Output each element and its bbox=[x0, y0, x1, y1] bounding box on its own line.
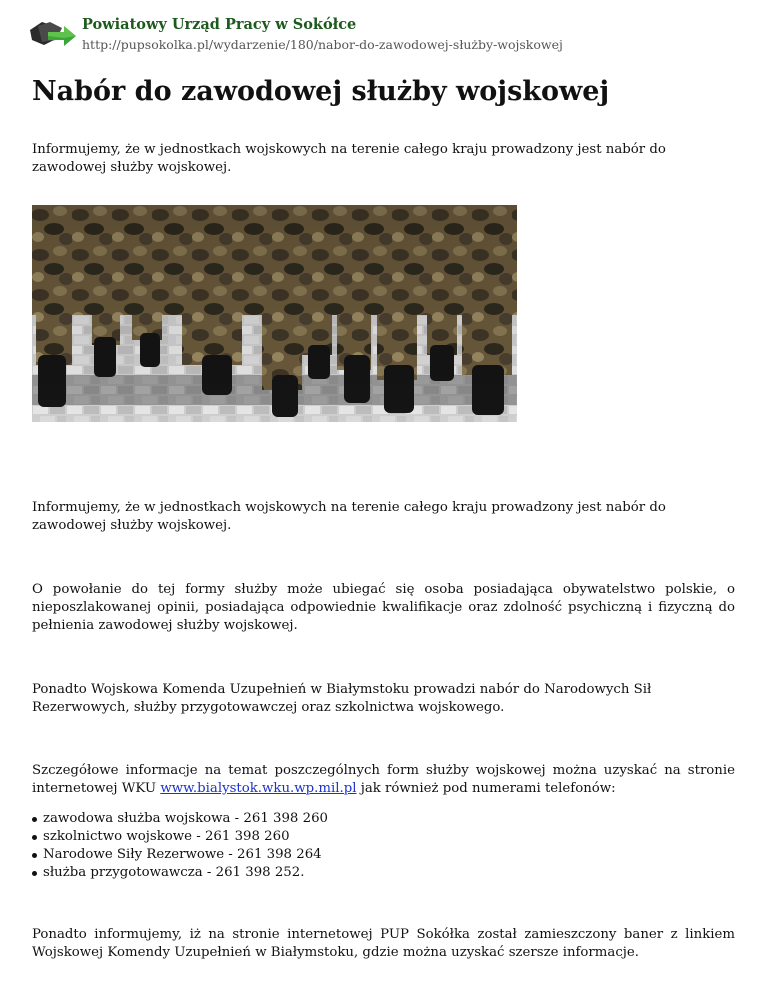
page-title: Nabór do zawodowej służby wojskowej bbox=[32, 76, 610, 107]
contact-text-before: Szczegółowe informacje na temat poszczególnych form służby wojskowej można uzyskać na stronie internetowej WKU bbox=[32, 763, 735, 796]
phone-item-text: służba przygotowawcza - 261 398 252. bbox=[43, 865, 305, 880]
wku-website-link[interactable]: www.bialystok.wku.wp.mil.pl bbox=[160, 781, 357, 796]
soldiers-marching-photo bbox=[32, 205, 517, 422]
phone-item-text: szkolnictwo wojskowe - 261 398 260 bbox=[43, 829, 290, 844]
phone-item-text: Narodowe Siły Rezerwowe - 261 398 264 bbox=[43, 847, 322, 862]
bullet-icon bbox=[32, 835, 37, 840]
bullet-icon bbox=[32, 853, 37, 858]
bullet-icon bbox=[32, 871, 37, 876]
page-url[interactable]: http://pupsokolka.pl/wydarzenie/180/nabor-do-zawodowej-służby-wojskowej bbox=[82, 37, 563, 52]
paragraph-wku: Ponadto Wojskowa Komenda Uzupełnień w Białymstoku prowadzi nabór do Narodowych Sił Rezerwowych, służby przygotowawczej oraz szkolnictwa wojskowego. bbox=[32, 682, 652, 715]
paragraph-requirements: O powołanie do tej formy służby może ubiegać się osoba posiadająca obywatelstwo polskie, o nieposzlakowanej opinii, posiadająca odpowiednie kwalifikacje oraz zdolność psychiczną i fizyczną do pełnienia zawodowej służby wojskowej. bbox=[32, 582, 735, 633]
phone-list bbox=[32, 810, 328, 882]
bullet-icon bbox=[32, 817, 37, 822]
list-item bbox=[32, 864, 328, 882]
paragraph-contact bbox=[32, 762, 735, 798]
lead-paragraph: Informujemy, że w jednostkach wojskowych na terenie całego kraju prowadzony jest nabór do zawodowej służby wojskowej. bbox=[32, 142, 666, 175]
list-item bbox=[32, 846, 328, 864]
site-name[interactable]: Powiatowy Urząd Pracy w Sokółce bbox=[82, 16, 357, 33]
list-item bbox=[32, 828, 328, 846]
paragraph-intro: Informujemy, że w jednostkach wojskowych na terenie całego kraju prowadzony jest nabór do zawodowej służby wojskowej. bbox=[32, 500, 666, 533]
phone-item-text: zawodowa służba wojskowa - 261 398 260 bbox=[43, 811, 328, 826]
paragraph-banner: Ponadto informujemy, iż na stronie internetowej PUP Sokółka został zamieszczony baner z linkiem Wojskowej Komendy Uzupełnień w Białymstoku, gdzie można uzyskać szersze informacje. bbox=[32, 927, 735, 960]
contact-text-after: jak również pod numerami telefonów: bbox=[356, 781, 616, 796]
list-item bbox=[32, 810, 328, 828]
arrow-logo-icon bbox=[28, 18, 78, 48]
